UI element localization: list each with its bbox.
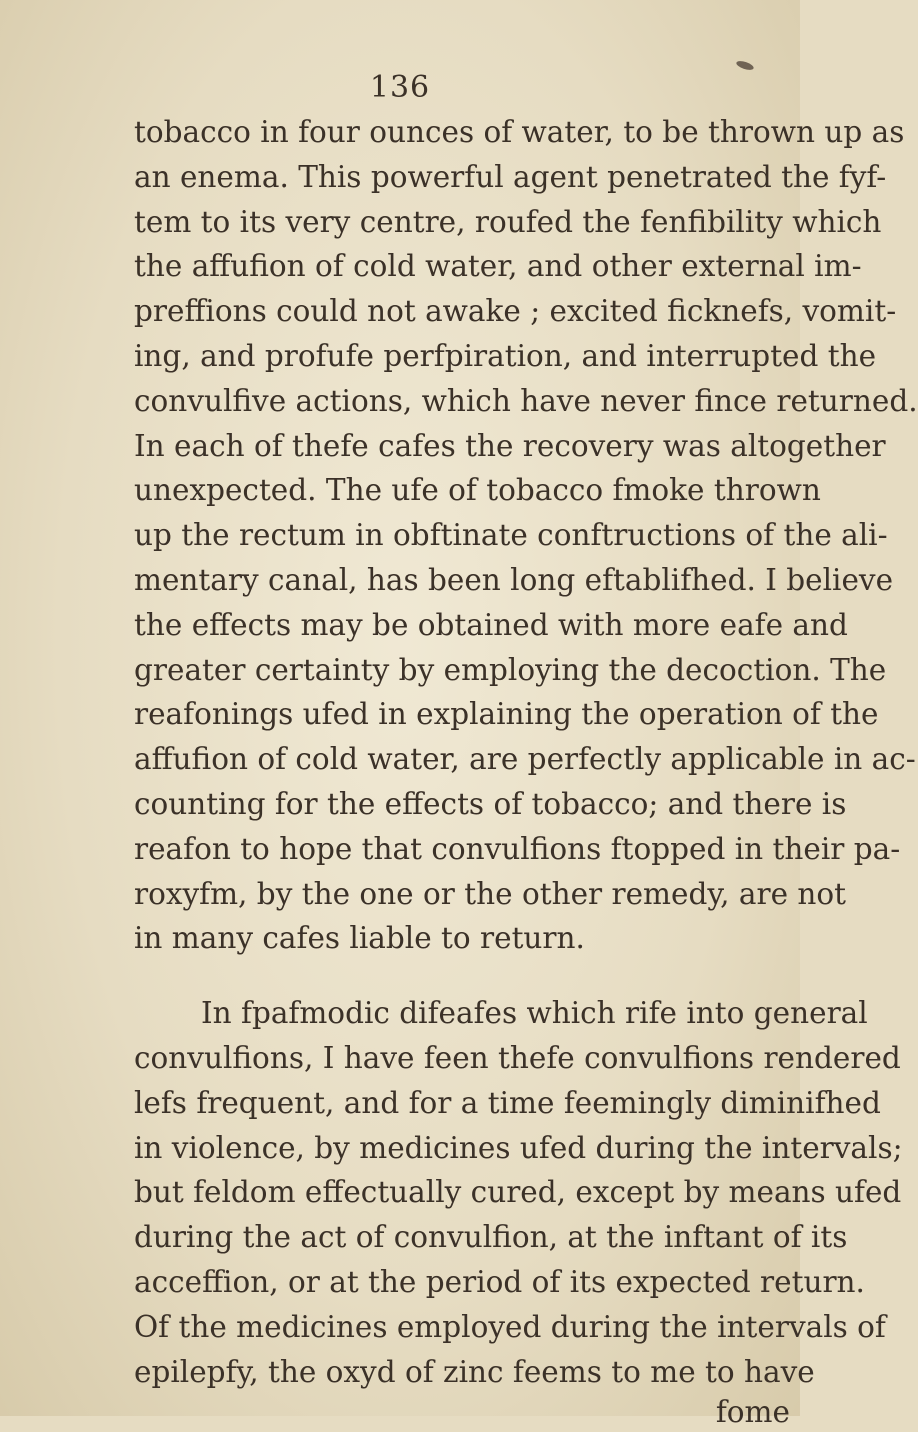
text-line: In each of thefe cafes the recovery was altogether <box>134 428 886 463</box>
text-line: tobacco in four ounces of water, to be thrown up as <box>134 115 905 149</box>
text-line: tem to its very centre, roufed the fenfibility which <box>134 204 882 239</box>
text-line: reafonings ufed in explaining the operation of the <box>134 697 879 732</box>
text-line: epilepfy, the oxyd of zinc feems to me to have <box>134 1354 815 1389</box>
text-line: convulfive actions, which have never fince returned. <box>134 383 918 418</box>
text-line: acceffion, or at the period of its expected return. <box>134 1265 865 1299</box>
text-line: during the act of convulfion, at the inftant of its <box>134 1220 848 1255</box>
catchword: fome <box>715 1395 790 1430</box>
text-line: lefs frequent, and for a time feemingly diminifhed <box>134 1085 881 1120</box>
text-line: roxyfm, by the one or the other remedy, are not <box>134 876 847 911</box>
text-line: convulfions, I have feen thefe convulfions rendered <box>134 1041 901 1075</box>
text-line: In fpafmodic difeafes which rife into general <box>201 996 868 1031</box>
text-line: reafon to hope that convulfions ftopped in their pa- <box>134 831 901 866</box>
text-line: in violence, by medicines ufed during the intervals; <box>134 1130 903 1165</box>
text-line: mentary canal, has been long eftablifhed. I believe <box>134 563 894 597</box>
text-line: the affufion of cold water, and other external im- <box>134 249 862 284</box>
text-line: counting for the effects of tobacco; and there is <box>134 787 847 821</box>
text-line: an enema. This powerful agent penetrated the fyf- <box>134 159 887 194</box>
text-line: affufion of cold water, are perfectly applicable in ac- <box>134 742 916 777</box>
text-line: unexpected. The ufe of tobacco fmoke thrown <box>134 473 821 508</box>
text-line: Of the medicines employed during the intervals of <box>134 1309 886 1344</box>
page-number: 136 <box>369 70 431 105</box>
text-line: ing, and profufe perfpiration, and interrupted the <box>134 339 877 373</box>
text-line: up the rectum in obftinate conftructions of the ali- <box>134 518 888 553</box>
text-line: the effects may be obtained with more eafe and <box>134 607 848 642</box>
text-line: preffions could not awake ; excited ficknefs, vomit- <box>134 294 897 329</box>
text-line: greater certainty by employing the decoction. The <box>134 652 887 687</box>
text-line: but feldom effectually cured, except by means ufed <box>134 1175 902 1210</box>
text-line: in many cafes liable to return. <box>134 921 585 956</box>
